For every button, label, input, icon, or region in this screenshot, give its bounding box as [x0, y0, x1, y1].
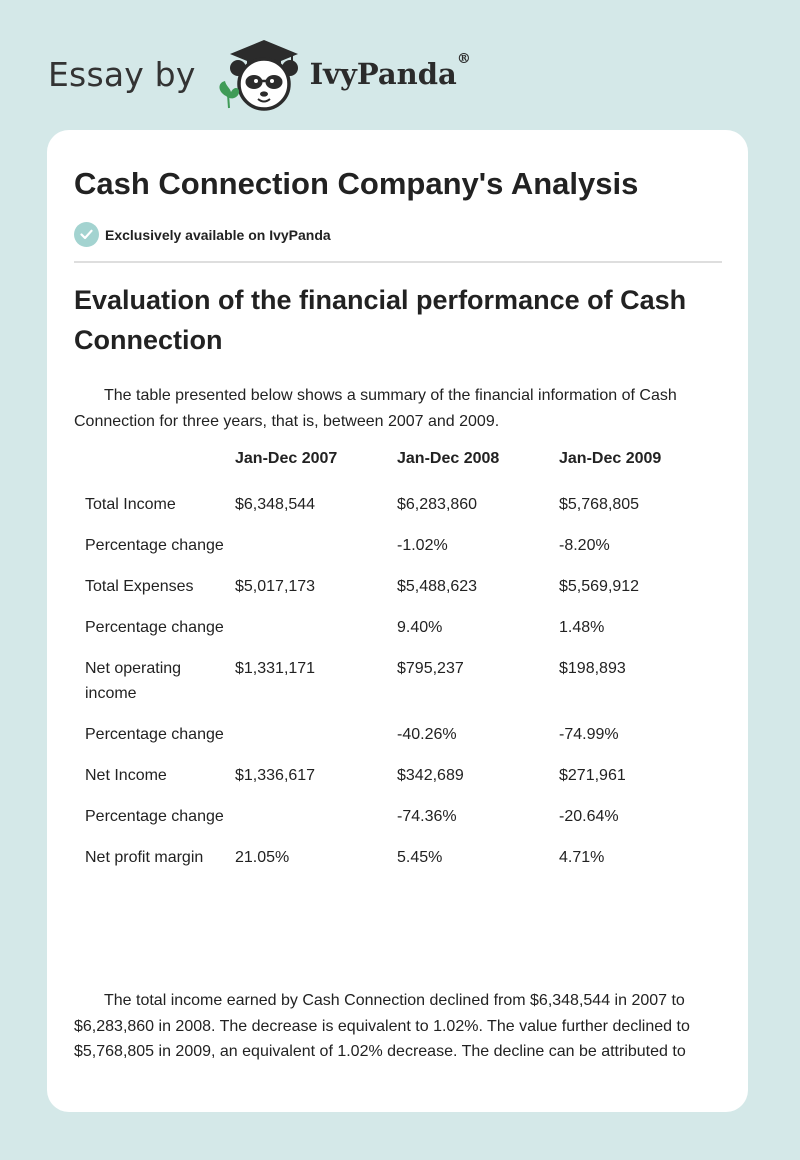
row-label: Net operating income [85, 660, 182, 702]
cell-2008: -74.36% [397, 808, 457, 825]
table-row [74, 566, 722, 607]
registered-mark: ® [456, 51, 471, 67]
table-row [74, 648, 722, 714]
brand-prefix: Essay by [48, 54, 196, 94]
section-heading: Evaluation of the financial performance of Cash Connection [74, 285, 687, 355]
cell-2008: $5,488,623 [397, 578, 478, 595]
table-row [74, 755, 722, 796]
cell-2007: $1,331,171 [235, 660, 316, 677]
row-label: Percentage change [85, 726, 224, 743]
essay-card [47, 130, 748, 1112]
row-label: Percentage change [85, 619, 224, 636]
row-label: Total Income [85, 496, 176, 513]
table-row [74, 714, 722, 755]
financial-summary-table [74, 442, 722, 878]
table-row [74, 484, 722, 525]
cell-2009: -74.99% [559, 726, 619, 743]
header-2007: Jan-Dec 2007 [235, 450, 338, 467]
cell-2007: $1,336,617 [235, 767, 316, 784]
cell-2008: -40.26% [397, 726, 457, 743]
header-2008: Jan-Dec 2008 [397, 450, 500, 467]
brand-header [48, 34, 471, 114]
cell-2008: 5.45% [397, 849, 443, 866]
row-label: Net profit margin [85, 849, 204, 866]
cell-2007 [235, 714, 397, 755]
row-label: Percentage change [85, 808, 224, 825]
cell-2008: -1.02% [397, 537, 448, 554]
cell-2009: 1.48% [559, 619, 605, 636]
check-icon [74, 222, 99, 247]
cell-2009: $198,893 [559, 660, 626, 677]
row-label: Net Income [85, 767, 167, 784]
cell-2007: $6,348,544 [235, 496, 316, 513]
exclusive-badge [74, 222, 331, 247]
table-row [74, 607, 722, 648]
brand-name: IvyPanda® [309, 51, 471, 91]
cell-2008: $6,283,860 [397, 496, 478, 513]
table-row [74, 837, 722, 878]
row-label: Percentage change [85, 537, 224, 554]
cell-2007 [235, 525, 397, 566]
cell-2009: -8.20% [559, 537, 610, 554]
intro-paragraph: The table presented below shows a summary of the financial information of Cash Connection for three years, that is, between 2007 and 2009. [74, 387, 677, 430]
cell-2007 [235, 796, 397, 837]
cell-2009: $271,961 [559, 767, 626, 784]
cell-2008: 9.40% [397, 619, 443, 636]
panda-logo-icon [212, 36, 304, 112]
table-header-row [74, 442, 722, 484]
cell-2007 [235, 607, 397, 648]
page-title: Cash Connection Company's Analysis [74, 166, 639, 201]
cell-2009: 4.71% [559, 849, 605, 866]
cell-2007: 21.05% [235, 849, 290, 866]
cell-2009: $5,768,805 [559, 496, 640, 513]
header-empty [74, 442, 235, 484]
row-label: Total Expenses [85, 578, 194, 595]
cell-2008: $342,689 [397, 767, 464, 784]
title-divider [74, 261, 722, 263]
exclusive-badge-text: Exclusively available on IvyPanda [105, 226, 331, 243]
cell-2008: $795,237 [397, 660, 464, 677]
table-row [74, 796, 722, 837]
table-row [74, 525, 722, 566]
analysis-paragraph: The total income earned by Cash Connection declined from $6,348,544 in 2007 to $6,283,860 in 2008. The decrease is equivalent to 1.02%. The value further declined to $5,768,805 in 2009, an equivalent of 1.02% decrease. The decline can be attributed to [74, 992, 690, 1060]
cell-2009: -20.64% [559, 808, 619, 825]
cell-2009: $5,569,912 [559, 578, 640, 595]
cell-2007: $5,017,173 [235, 578, 316, 595]
header-2009: Jan-Dec 2009 [559, 450, 662, 467]
